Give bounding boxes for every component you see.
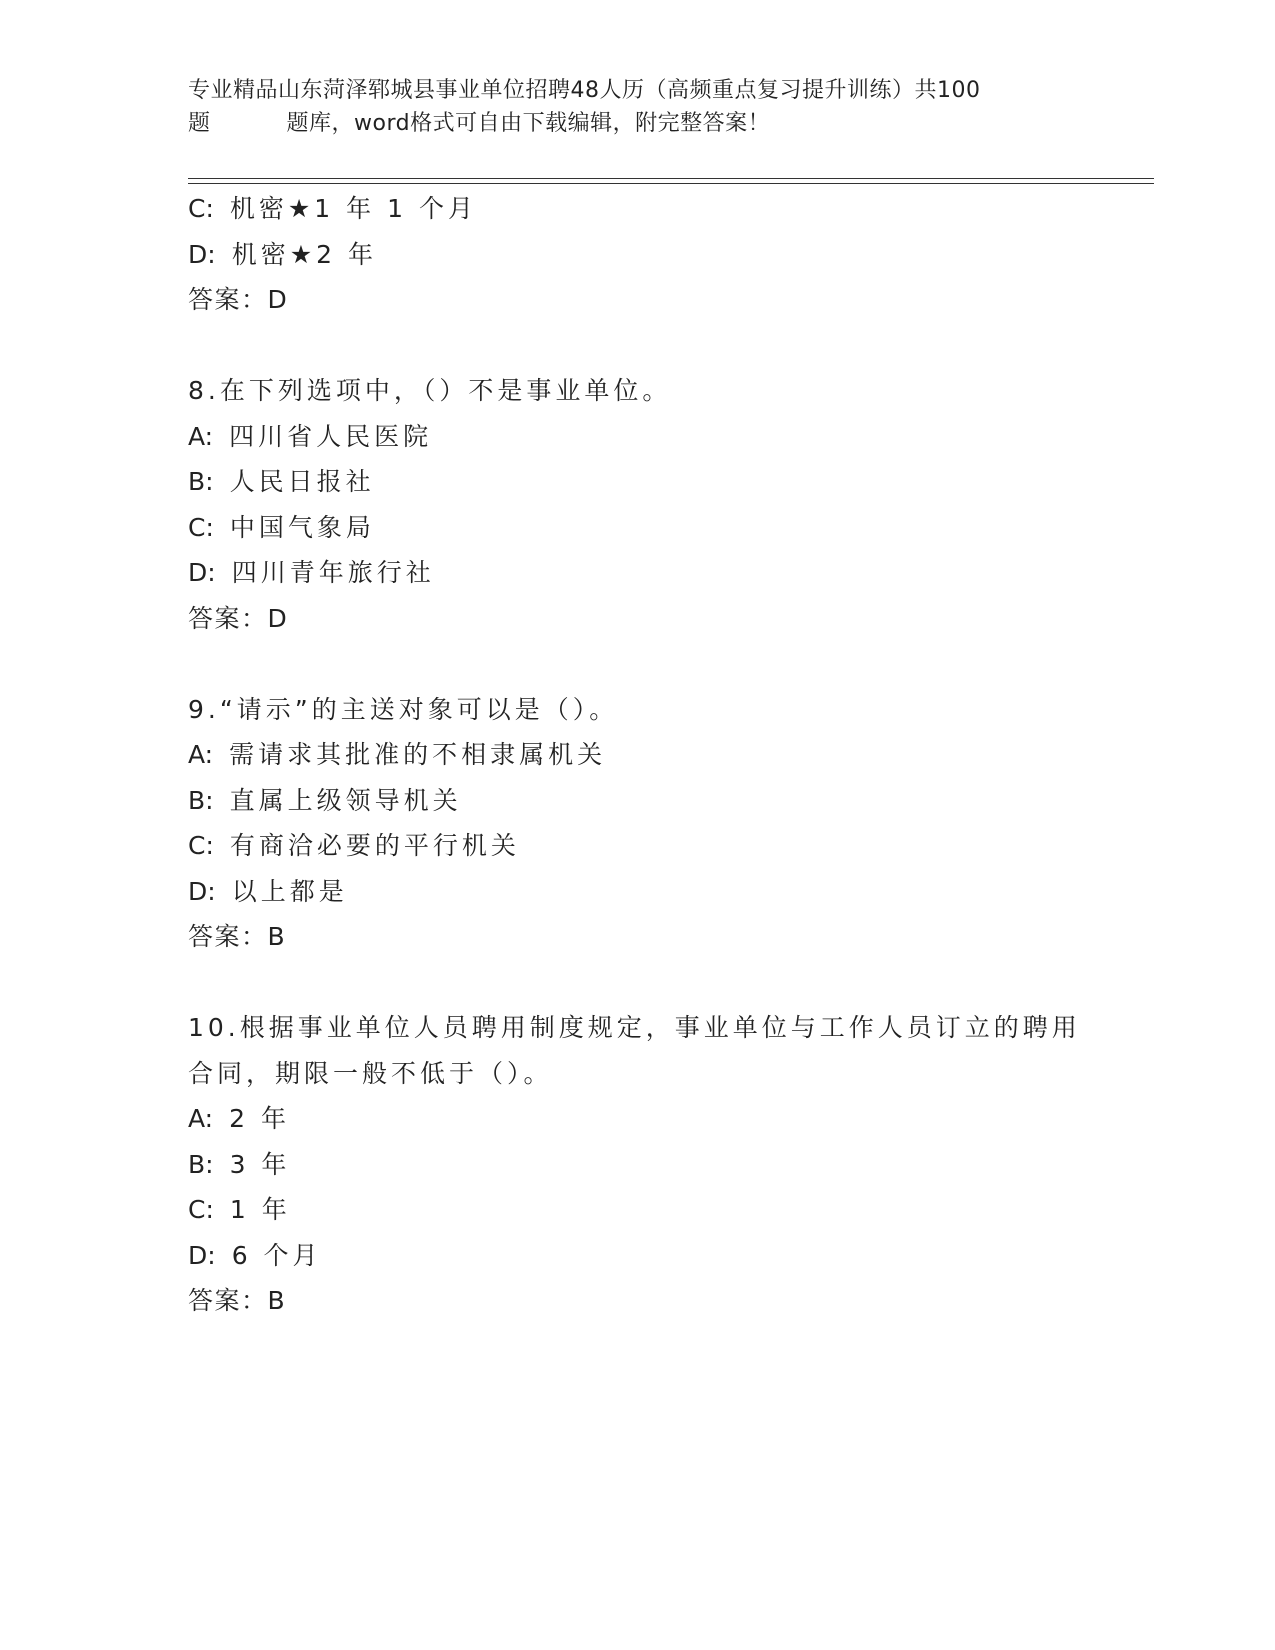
option-key: C: [188, 194, 214, 223]
option-key: D: [188, 239, 216, 269]
option-key: D: [188, 876, 216, 906]
header-line2-left: 题 [188, 111, 211, 136]
option-row [188, 505, 1088, 551]
option-key: C: [188, 831, 214, 860]
question-text-line1: 10.根据事业单位人员聘用制度规定，事业单位与工作人员订立的聘用 [188, 1013, 1081, 1042]
option-text: 需请求其批准的不相隶属机关 [229, 740, 607, 769]
option-row [188, 414, 1088, 460]
option-row [188, 823, 1088, 869]
option-text: 6 个月 [231, 1240, 322, 1270]
answer-line: 答案：D [188, 285, 289, 314]
header-title-line1: 专业精品山东菏泽郓城县事业单位招聘48人历（高频重点复习提升训练）共100 [188, 78, 981, 103]
header-divider-bottom [188, 183, 1154, 184]
option-text: 3 年 [229, 1149, 291, 1179]
option-row [188, 1187, 1088, 1233]
option-row [188, 550, 1088, 596]
option-row [188, 1096, 1088, 1142]
option-text: 中国气象局 [229, 512, 375, 542]
option-text: 四川省人民医院 [229, 421, 433, 451]
option-key: B: [188, 785, 214, 815]
option-key: C: [188, 1195, 214, 1224]
question-text: 8.在下列选项中，（）不是事业单位。 [188, 376, 672, 405]
option-row [188, 869, 1088, 915]
option-key: C: [188, 512, 214, 542]
answer-line: 答案：D [188, 603, 289, 633]
option-text: 1 年 [229, 1195, 291, 1224]
option-key: A: [188, 421, 214, 451]
option-text: 机密★1 年 1 个月 [229, 194, 477, 223]
option-text: 人民日报社 [229, 467, 375, 496]
question-content [188, 186, 1088, 1324]
option-text: 机密★2 年 [231, 239, 377, 269]
page-header [188, 74, 1088, 140]
question-text: 9.“请示”的主送对象可以是（）。 [188, 694, 619, 724]
option-row [188, 1142, 1088, 1188]
option-row [188, 732, 1088, 778]
header-line2-right: 题库，word格式可自由下载编辑，附完整答案！ [286, 111, 771, 136]
option-row [188, 459, 1088, 505]
option-text: 以上都是 [231, 876, 348, 906]
option-key: D: [188, 1240, 216, 1270]
option-text: 直属上级领导机关 [229, 785, 462, 815]
option-key: B: [188, 467, 214, 496]
option-row [188, 186, 1088, 232]
header-divider-top [188, 178, 1154, 179]
option-key: B: [188, 1149, 214, 1179]
option-key: A: [188, 740, 214, 769]
option-row [188, 778, 1088, 824]
answer-line: 答案：B [188, 1286, 287, 1315]
answer-line: 答案：B [188, 922, 287, 951]
header-title-line2 [188, 107, 1088, 140]
option-text: 有商洽必要的平行机关 [229, 831, 520, 860]
option-row [188, 232, 1088, 278]
option-key: A: [188, 1104, 214, 1133]
option-row [188, 1233, 1088, 1279]
question-text-line2: 合同，期限一般不低于（）。 [188, 1058, 553, 1088]
option-key: D: [188, 558, 216, 587]
option-text: 四川青年旅行社 [231, 558, 435, 587]
option-text: 2 年 [229, 1104, 290, 1133]
